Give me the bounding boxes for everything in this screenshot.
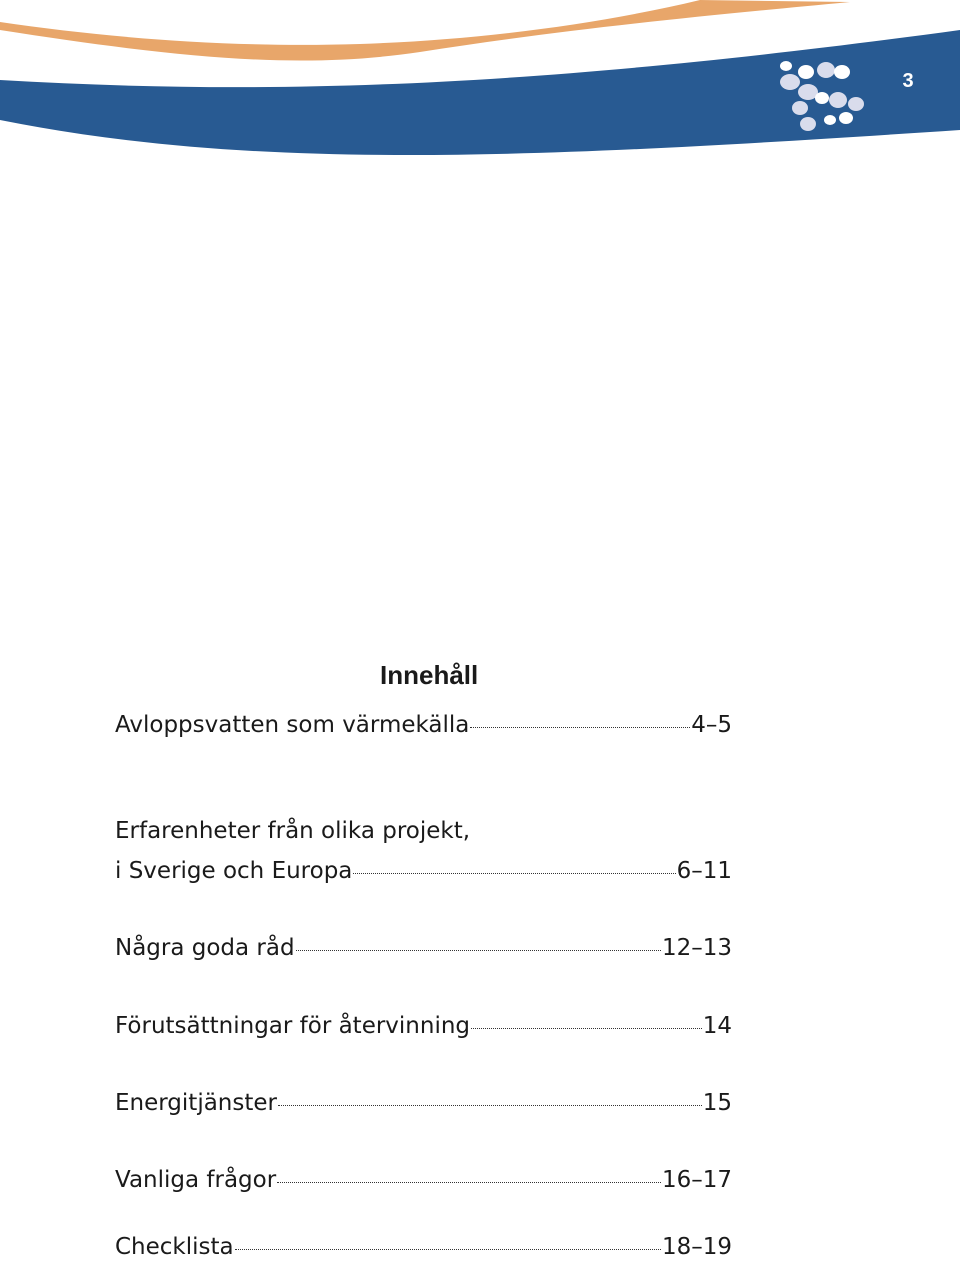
dot-leader	[296, 950, 661, 951]
toc-entry[interactable]	[115, 811, 732, 891]
toc-entry-pages: 6–11	[676, 858, 732, 884]
dot-leader	[470, 727, 690, 728]
toc-entry-pages: 16–17	[661, 1167, 732, 1193]
orange-band	[0, 0, 850, 61]
toc-entry[interactable]	[115, 1083, 732, 1123]
toc-entry-label: Checklista	[115, 1234, 234, 1260]
toc-entry[interactable]	[115, 1006, 732, 1046]
toc-entry-label: Vanliga frågor	[115, 1167, 277, 1193]
toc-entry-pages: 18–19	[661, 1234, 732, 1260]
toc-entry-pages: 12–13	[661, 935, 732, 961]
toc-entry-label: i Sverige och Europa	[115, 858, 353, 884]
toc-entry-pages: 4–5	[691, 712, 732, 738]
toc-entry-label: Energitjänster	[115, 1090, 277, 1116]
toc-entry-label: Förutsättningar för återvinning	[115, 1013, 471, 1039]
header-decoration	[0, 0, 960, 170]
dot-leader	[471, 1028, 702, 1029]
toc-entry[interactable]	[115, 928, 732, 968]
dot-leader	[278, 1105, 702, 1106]
page-number: 3	[902, 70, 914, 92]
toc-entry-pages: 14	[702, 1013, 732, 1039]
toc-entry-label: Några goda råd	[115, 935, 295, 961]
dot-leader	[277, 1182, 661, 1183]
toc-entry[interactable]	[115, 705, 732, 745]
toc-title: Innehåll	[380, 660, 479, 690]
dot-leader	[235, 1249, 661, 1250]
toc-entry-pages: 15	[702, 1090, 732, 1116]
toc-entry[interactable]	[115, 1160, 732, 1200]
dot-leader	[353, 873, 675, 874]
toc-entry-label-line1: Erfarenheter från olika projekt,	[115, 818, 471, 844]
toc-entry-label: Avloppsvatten som värmekälla	[115, 712, 470, 738]
toc-entry[interactable]	[115, 1227, 732, 1267]
